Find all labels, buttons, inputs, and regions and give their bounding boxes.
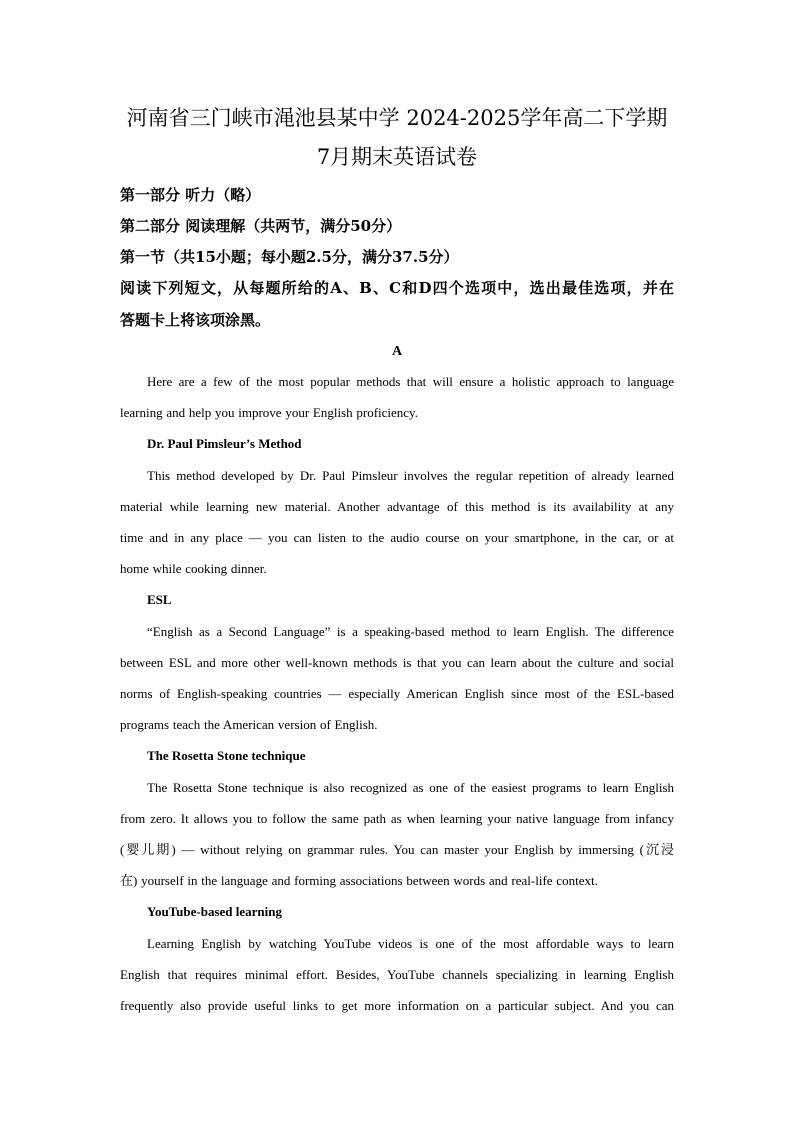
pimsleur-line-2: material while learning new material. Another advantage of this method is its availability at any	[120, 499, 674, 514]
esl-line-3: norms of English-speaking countries — especially American English since most of the ESL-based	[120, 686, 674, 701]
passage-label: A	[391, 344, 403, 359]
youtube-line-3: frequently also provide useful links to get more information on a particular subject. And you can	[120, 998, 674, 1013]
method-heading-rosetta: The Rosetta Stone technique	[147, 748, 306, 763]
part2-heading: 第二部分 阅读理解（共两节，满分50分）	[120, 217, 402, 235]
intro-line-2: learning and help you improve your English proficiency.	[120, 405, 418, 420]
part1-heading: 第一部分 听力（略）	[120, 186, 261, 204]
pimsleur-line-4: home while cooking dinner.	[120, 561, 267, 576]
rosetta-line-1: The Rosetta Stone technique is also recognized as one of the easiest programs to learn English	[147, 780, 674, 795]
intro-line-1: Here are a few of the most popular methods that will ensure a holistic approach to language	[147, 374, 674, 389]
youtube-line-2: English that requires minimal effort. Besides, YouTube channels specializing in learning English	[120, 967, 674, 982]
pimsleur-line-1: This method developed by Dr. Paul Pimsleur involves the regular repetition of already learned	[147, 468, 674, 483]
rosetta-line-3: (婴儿期) — without relying on grammar rules. You can master your English by immersing (沉浸	[120, 842, 674, 857]
esl-line-2: between ESL and more other well-known methods is that you can learn about the culture and social	[120, 655, 674, 670]
instruction-line-2: 答题卡上将该项涂黑。	[120, 311, 271, 329]
youtube-line-1: Learning English by watching YouTube videos is one of the most affordable ways to learn	[147, 936, 674, 951]
section1-heading: 第一节（共15小题；每小题2.5分，满分37.5分）	[120, 248, 459, 266]
method-heading-esl: ESL	[147, 592, 172, 607]
method-heading-pimsleur: Dr. Paul Pimsleur’s Method	[147, 436, 302, 451]
exam-title-line2: 7月期末英语试卷	[316, 145, 478, 169]
method-heading-youtube: YouTube-based learning	[147, 904, 282, 919]
pimsleur-line-3: time and in any place — you can listen to the audio course on your smartphone, in the car, or at	[120, 530, 674, 545]
rosetta-line-4: 在) yourself in the language and forming associations between words and real-life context.	[120, 873, 598, 888]
exam-title-line1: 河南省三门峡市渑池县某中学 2024-2025学年高二下学期	[126, 106, 668, 130]
rosetta-line-2: from zero. It allows you to follow the same path as when learning your native language from infancy	[120, 811, 674, 826]
esl-line-1: “English as a Second Language” is a speaking-based method to learn English. The difference	[147, 624, 674, 639]
instruction-line-1: 阅读下列短文，从每题所给的A、B、C和D四个选项中，选出最佳选项，并在	[120, 279, 674, 297]
esl-line-4: programs teach the American version of English.	[120, 717, 378, 732]
